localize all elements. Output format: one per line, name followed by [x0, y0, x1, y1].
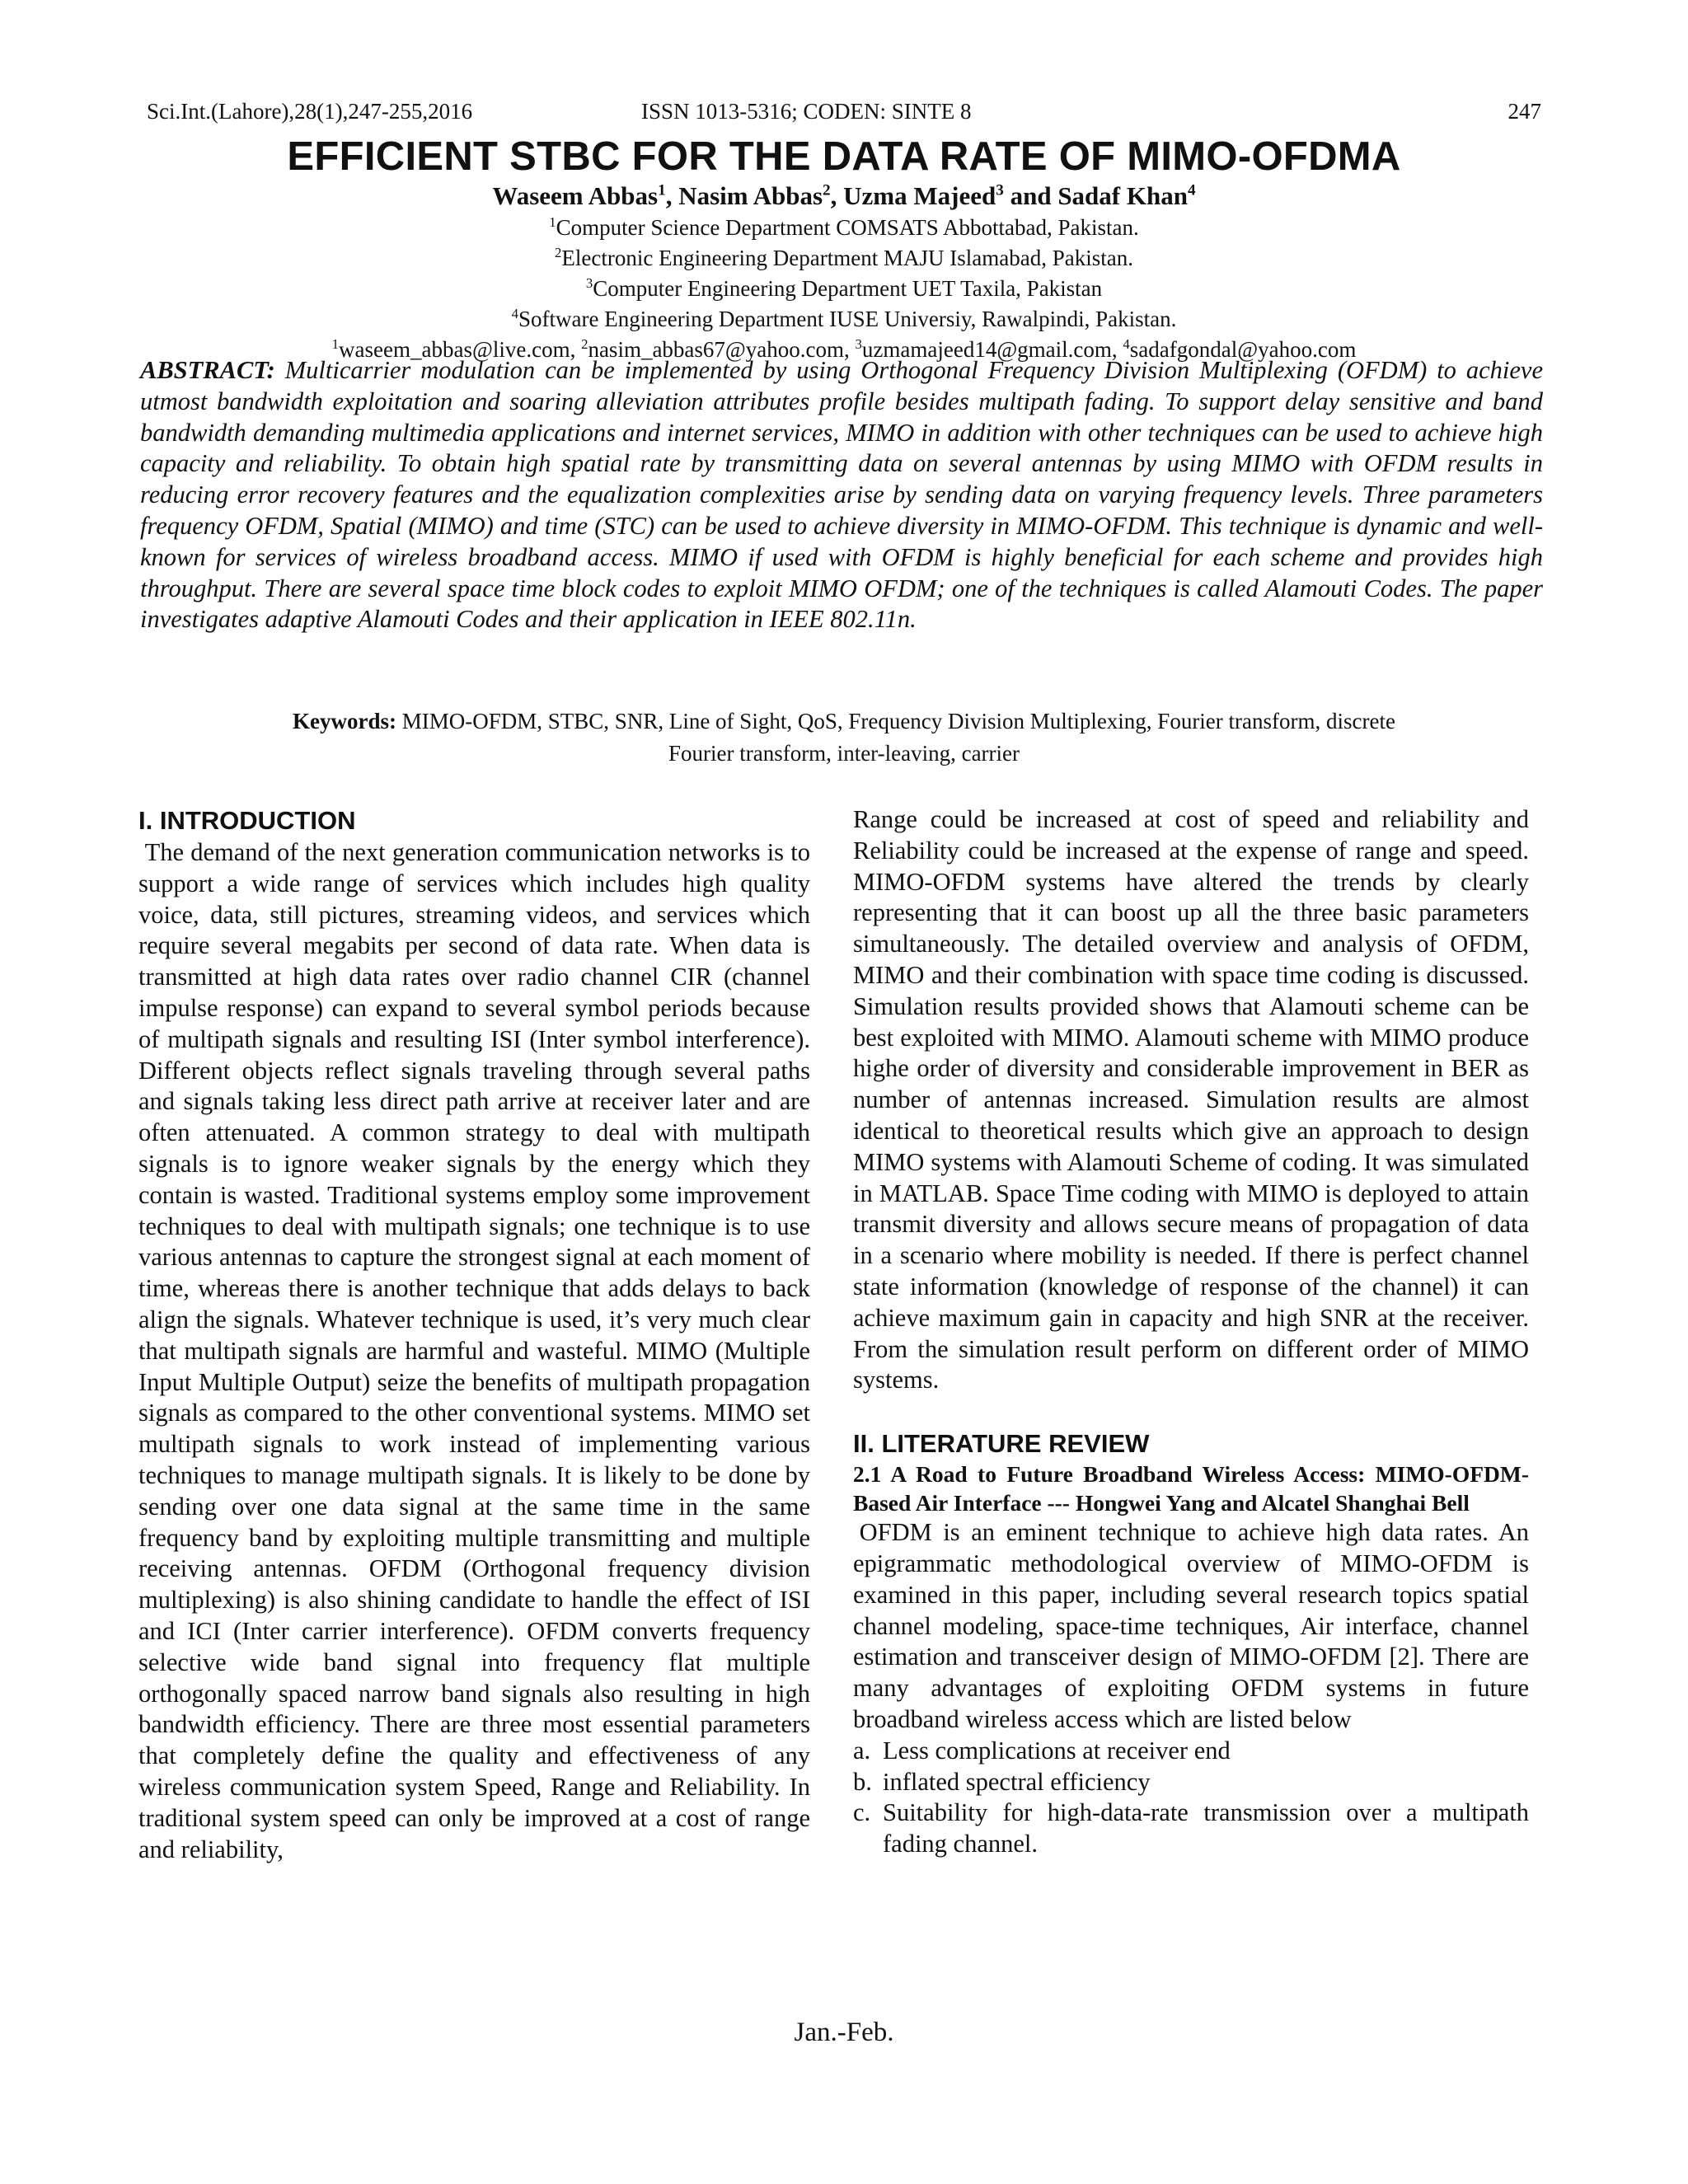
author-sup: 3: [996, 181, 1004, 199]
keywords-text: MIMO-OFDM, STBC, SNR, Line of Sight, QoS, Frequency Division Multiplexing, Fourier transform, discrete: [396, 709, 1395, 733]
affiliation-line: [0, 304, 1688, 335]
affiliation-sup: 2: [555, 245, 562, 260]
affiliation-sup: 4: [511, 306, 519, 321]
affiliation-text: Software Engineering Department IUSE Universiy, Rawalpindi, Pakistan.: [518, 307, 1177, 331]
abstract: [140, 355, 1543, 635]
abstract-label: ABSTRACT:: [140, 356, 275, 384]
keywords-label: Keywords:: [293, 709, 397, 733]
keywords-line: [191, 705, 1497, 738]
author-sep: and: [1003, 181, 1058, 210]
affiliations: [0, 213, 1688, 365]
section-gap: [853, 1396, 1529, 1427]
page-footer: Jan.-Feb.: [794, 2018, 894, 2047]
email-sup: 4: [1123, 336, 1130, 352]
email-text: nasim_abbas67@yahoo.com,: [588, 337, 856, 362]
paper-title: EFFICIENT STBC FOR THE DATA RATE OF MIMO-OFDMA: [287, 134, 1401, 179]
author-list: [0, 181, 1688, 211]
literature-subheading: 2.1 A Road to Future Broadband Wireless Access: MIMO-OFDM-Based Air Interface --- Hongwei Yang and Alcatel Shanghai Bell: [853, 1461, 1529, 1516]
affiliation-text: Electronic Engineering Department MAJU Islamabad, Pakistan.: [561, 246, 1133, 270]
author-name: Uzma Majeed: [843, 181, 996, 210]
email-text: uzmamajeed14@gmail.com,: [861, 337, 1123, 362]
list-marker: a.: [853, 1736, 871, 1765]
author-name: Sadaf Khan: [1057, 181, 1188, 210]
running-header: [147, 99, 1541, 132]
literature-paragraph: OFDM is an eminent technique to achieve high data rates. An epigrammatic methodological overview of MIMO-OFDM is examined in this paper, including several research topics spatial channel modeling, space-time techniques, Air interface, channel estimation and transceiver design of MIMO-OFDM [2]. There are many advantages of exploiting OFDM systems in future broadband wireless access which are listed below: [853, 1518, 1529, 1733]
author-sup: 2: [823, 181, 831, 199]
author-sup: 4: [1187, 181, 1196, 199]
affiliation-sup: 1: [549, 214, 556, 230]
list-marker: c.: [853, 1798, 871, 1827]
email-text: sadafgondal@yahoo.com: [1129, 337, 1357, 362]
list-item-text: Less complications at receiver end: [883, 1736, 1231, 1765]
journal-citation: Sci.Int.(Lahore),28(1),247-255,2016: [147, 99, 473, 124]
page-number: 247: [1507, 99, 1541, 124]
email-sup: 3: [855, 336, 862, 352]
advantages-list: [853, 1736, 1529, 1860]
author-sep: ,: [665, 181, 679, 210]
author-name: Waseem Abbas: [492, 181, 659, 210]
author-sep: ,: [830, 181, 844, 210]
author-name: Nasim Abbas: [678, 181, 823, 210]
introduction-heading: I. INTRODUCTION: [138, 806, 356, 835]
email-text: waseem_abbas@live.com,: [339, 337, 582, 362]
list-item: [853, 1797, 1529, 1860]
list-item: [853, 1736, 1529, 1767]
affiliation-line: [0, 213, 1688, 243]
email-sup: 2: [581, 336, 588, 352]
affiliation-line: [0, 274, 1688, 304]
list-marker: b.: [853, 1767, 872, 1796]
affiliation-text: Computer Engineering Department UET Taxila, Pakistan: [593, 276, 1103, 301]
affiliation-line: [0, 243, 1688, 274]
keywords-line-2: Fourier transform, inter-leaving, carrier: [668, 741, 1020, 766]
author-sup: 1: [658, 181, 666, 199]
list-item-text: Suitability for high-data-rate transmission over a multipath fading channel.: [883, 1798, 1529, 1858]
affiliation-text: Computer Science Department COMSATS Abbottabad, Pakistan.: [556, 215, 1139, 240]
issn-coden: ISSN 1013-5316; CODEN: SINTE 8: [641, 99, 972, 124]
abstract-text: Multicarrier modulation can be implemented by using Orthogonal Frequency Division Multiplexing (OFDM) to achieve utmost bandwidth exploitation and soaring alleviation attributes profile besides multipath fading. To support delay sensitive and band bandwidth demanding multimedia applications and internet services, MIMO in addition with other techniques can be used to achieve high capacity and reliability. To obtain high spatial rate by transmitting data on several antennas by using MIMO with OFDM results in reducing error recovery features and the equalization complexities arise by sending data on varying frequency levels. Three parameters frequency OFDM, Spatial (MIMO) and time (STC) can be used to achieve diversity in MIMO-OFDM. This technique is dynamic and well-known for services of wireless broadband access. MIMO if used with OFDM is highly beneficial for each scheme and provides high throughput. There are several space time block codes to exploit MIMO OFDM; one of the techniques is called Alamouti Codes. The paper investigates adaptive Alamouti Codes and their application in IEEE 802.11n.: [140, 356, 1543, 634]
keywords: [191, 705, 1497, 770]
list-item-text: inflated spectral efficiency: [883, 1767, 1151, 1796]
list-item: [853, 1767, 1529, 1798]
affiliation-sup: 3: [585, 275, 593, 291]
email-sup: 1: [331, 336, 340, 352]
literature-heading: II. LITERATURE REVIEW: [853, 1429, 1150, 1459]
left-column: [138, 804, 810, 1865]
right-column: [853, 804, 1529, 1860]
introduction-continued: Range could be increased at cost of speed and reliability and Reliability could be increased at the expense of range and speed. MIMO-OFDM systems have altered the trends by clearly representing that it can boost up all the three basic parameters simultaneously. The detailed overview and analysis of OFDM, MIMO and their combination with space time coding is discussed. Simulation results provided shows that Alamouti scheme can be best exploited with MIMO. Alamouti scheme with MIMO produce highe order of diversity and considerable improvement in BER as number of antennas increased. Simulation results are almost identical to theoretical results which give an approach to design MIMO systems with Alamouti Scheme of coding. It was simulated in MATLAB. Space Time coding with MIMO is deployed to attain transmit diversity and allows secure means of propagation of data in a scenario where mobility is needed. If there is perfect channel state information (knowledge of response of the channel) it can achieve maximum gain in capacity and high SNR at the receiver. From the simulation result perform on different order of MIMO systems.: [853, 805, 1529, 1394]
introduction-paragraph: The demand of the next generation communication networks is to support a wide range of services which includes high quality voice, data, still pictures, streaming videos, and services which require several megabits per second of data rate. When data is transmitted at high data rates over radio channel CIR (channel impulse response) can expand to several symbol periods because of multipath signals and resulting ISI (Inter symbol interference). Different objects reflect signals traveling through several paths and signals taking less direct path arrive at receiver later and are often attenuated. A common strategy to deal with multipath signals is to ignore weaker signals by the energy which they contain is wasted. Traditional systems employ some improvement techniques to deal with multipath signals; one technique is to use various antennas to capture the strongest signal at each moment of time, whereas there is another technique that adds delays to back align the signals. Whatever technique is used, it’s very much clear that multipath signals are harmful and wasteful. MIMO (Multiple Input Multiple Output) seize the benefits of multipath propagation signals as compared to the other conventional systems. MIMO set multipath signals to work instead of implementing various techniques to manage multipath signals. It is likely to be done by sending over one data signal at the same time in the same frequency band by exploiting multiple transmitting and multiple receiving antennas. OFDM (Orthogonal frequency division multiplexing) is also shining candidate to handle the effect of ISI and ICI (Inter carrier interference). OFDM converts frequency selective wide band signal into frequency flat multiple orthogonally spaced narrow band signals also resulting in high bandwidth efficiency. There are three most essential parameters that completely define the quality and effectiveness of any wireless communication system Speed, Range and Reliability. In traditional system speed can only be improved at a cost of range and reliability,: [138, 838, 810, 1863]
